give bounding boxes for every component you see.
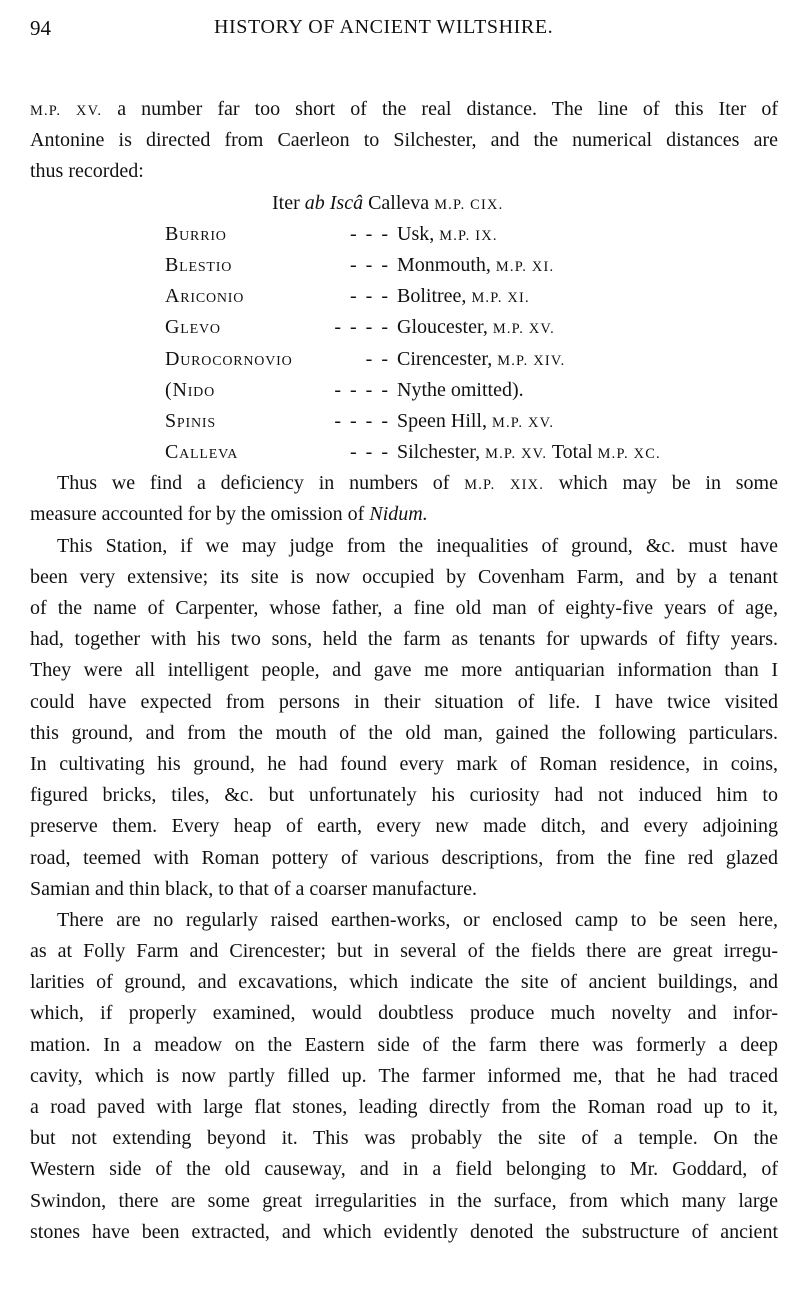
text-line <box>30 967 778 998</box>
station-latin: Spinis <box>165 409 216 432</box>
station-latin: Glevo <box>165 316 221 339</box>
text-run: which, if properly examined, would doubtless produce much novelty and infor- <box>30 1002 778 1025</box>
italic-run: ab Iscâ <box>304 191 364 214</box>
text-run: a road paved with large flat stones, leading directly from the Roman road up to it, <box>30 1096 778 1118</box>
station-modern <box>397 375 524 406</box>
station-modern <box>397 219 498 252</box>
text-run: road, teemed with Roman pottery of various descriptions, from the fine red glazed <box>30 846 778 869</box>
station-modern <box>397 437 661 470</box>
text-run: as at Folly Farm and Cirencester; but in several of the fields there are great irregu- <box>30 940 778 963</box>
paragraph <box>30 905 778 1248</box>
leader-dashes: - - - - <box>334 378 390 401</box>
text-run: but not extending beyond it. This was probably the site of a temple. On the <box>30 1127 778 1150</box>
text-run: There are no regularly raised earthen-works, or enclosed camp to be seen here, <box>57 908 778 931</box>
running-header <box>0 16 800 46</box>
text-line <box>30 624 778 655</box>
text-run: a number far too short of the real distance. The line of this Iter of <box>102 98 779 120</box>
table-row <box>30 375 778 406</box>
small-caps-run: M.P. XV. <box>30 103 103 119</box>
leader-dashes: - - - <box>350 222 390 245</box>
leader-dashes: - - - <box>350 253 390 276</box>
text-run: Antonine is directed from Caerleon to Silchester, and the numerical distances are <box>30 129 778 152</box>
small-caps-run: M.P. XI. <box>495 258 555 275</box>
station-modern <box>397 250 554 283</box>
text-line <box>30 499 778 530</box>
text-run: figured bricks, tiles, &c. but unfortunately his curiosity had not induced him to <box>30 784 778 807</box>
text-line <box>30 749 778 780</box>
text-run: larities of ground, and excavations, which indicate the site of ancient buildings, and <box>30 971 778 994</box>
small-caps-run: M.P. XV. <box>492 414 555 431</box>
text-run: cavity, which is now partly filled up. The farmer informed me, that he had traced <box>30 1064 778 1087</box>
text-line <box>30 998 778 1029</box>
text-run: Total <box>547 441 598 464</box>
text-run: Western side of the old causeway, and in a field belonging to Mr. Goddard, of <box>30 1158 778 1181</box>
text-run: of the name of Carpenter, whose father, a fine old man of eighty-five years of age, <box>30 597 778 619</box>
text-run: this ground, and from the mouth of the old man, gained the following particulars. <box>30 721 778 744</box>
small-caps-run: M.P. XI. <box>471 290 530 307</box>
text-run: Iter <box>272 191 305 214</box>
table-row <box>30 312 778 343</box>
text-run: stones have been extracted, and which evidently denoted the substructure of ancient <box>30 1220 778 1243</box>
text-run: Swindon, there are some great irregularities in the surface, from which many large <box>30 1189 778 1212</box>
text-run: This Station, if we may judge from the inequalities of ground, &c. must have <box>57 534 778 557</box>
station-latin: Burrio <box>165 222 227 245</box>
itinerary-table <box>30 188 778 469</box>
leader-dashes: - - - <box>350 285 390 308</box>
station-latin: Calleva <box>165 441 239 464</box>
text-line <box>30 468 778 499</box>
text-line <box>30 655 778 686</box>
table-heading <box>30 188 778 219</box>
station-latin: Durocornovio <box>165 347 293 370</box>
text-line <box>30 1030 778 1061</box>
text-run: Monmouth, <box>397 253 496 276</box>
text-line <box>30 687 778 718</box>
text-line <box>30 1092 778 1123</box>
text-line <box>30 905 778 936</box>
running-title: HISTORY OF ANCIENT WILTSHIRE. <box>214 16 554 38</box>
text-run: could have expected from persons in their situation of life. I have twice visited <box>30 690 778 713</box>
paragraph <box>30 468 778 530</box>
text-run: thus recorded: <box>30 160 144 183</box>
small-caps-run: M.P. XV. <box>485 446 548 463</box>
text-line <box>30 1217 778 1248</box>
text-run: preserve them. Every heap of earth, every new made ditch, and every adjoining <box>30 815 778 838</box>
table-row <box>30 219 778 250</box>
text-line <box>30 843 778 874</box>
text-line <box>30 780 778 811</box>
text-run: Gloucester, <box>397 316 493 339</box>
text-line <box>30 531 778 562</box>
text-line <box>30 1154 778 1185</box>
page-number: 94 <box>30 16 51 40</box>
italic-run: Nidum. <box>369 503 428 526</box>
station-modern <box>397 344 565 377</box>
text-run: They were all intelligent people, and gave me more antiquarian information than I <box>30 659 778 682</box>
text-line <box>30 1186 778 1217</box>
text-line <box>30 593 778 624</box>
table-row <box>30 406 778 437</box>
table-row <box>30 250 778 281</box>
text-run: Calleva <box>363 191 435 214</box>
small-caps-run: M.P. CIX. <box>434 196 504 213</box>
text-line <box>30 1123 778 1154</box>
text-run: measure accounted for by the omission of <box>30 503 370 526</box>
leader-dashes: - - - <box>350 441 390 464</box>
small-caps-run: M.P. IX. <box>439 227 498 244</box>
leader-dashes: - - - - <box>334 409 390 432</box>
table-row <box>30 437 778 468</box>
table-row <box>30 281 778 312</box>
text-run: Speen Hill, <box>397 409 492 432</box>
text-run: been very extensive; its site is now occupied by Covenham Farm, and by a tenant <box>30 565 778 588</box>
table-heading-text <box>272 188 503 221</box>
text-line <box>30 874 778 905</box>
text-line <box>30 936 778 967</box>
text-run: Silchester, <box>397 441 486 464</box>
small-caps-run: M.P. XIV. <box>497 352 566 369</box>
station-latin: Ariconio <box>165 285 245 308</box>
text-run: which may be in some <box>544 472 778 495</box>
text-line <box>30 718 778 749</box>
text-run: Samian and thin black, to that of a coarser manufacture. <box>30 877 478 900</box>
text-run: Cirencester, <box>397 347 498 370</box>
station-modern <box>397 406 554 439</box>
leader-dashes: - - <box>365 347 390 370</box>
text-line <box>30 94 778 125</box>
text-line <box>30 1061 778 1092</box>
station-modern <box>397 281 530 314</box>
text-line <box>30 125 778 156</box>
leader-dashes: - - - - <box>334 316 390 339</box>
text-run: Nythe omitted). <box>397 378 524 401</box>
text-run: mation. In a meadow on the Eastern side of the farm there was formerly a deep <box>30 1033 778 1056</box>
station-latin: Blestio <box>165 253 233 276</box>
text-run: Usk, <box>397 222 440 245</box>
small-caps-run: M.P. XIX. <box>464 477 544 494</box>
text-line <box>30 156 778 187</box>
paragraph <box>30 531 778 905</box>
station-latin: (Nido <box>165 378 215 401</box>
text-run: In cultivating his ground, he had found every mark of Roman residence, in coins, <box>30 752 778 775</box>
table-row <box>30 344 778 375</box>
text-line <box>30 811 778 842</box>
body-text <box>30 94 778 1248</box>
small-caps-run: M.P. XV. <box>492 321 555 338</box>
text-run: had, together with his two sons, held the farm as tenants for upwards of fifty years. <box>30 628 778 651</box>
station-modern <box>397 312 555 345</box>
text-line <box>30 562 778 593</box>
text-run: Bolitree, <box>397 285 472 308</box>
small-caps-run: M.P. XC. <box>597 446 661 463</box>
text-run: Thus we find a deficiency in numbers of <box>57 472 465 495</box>
